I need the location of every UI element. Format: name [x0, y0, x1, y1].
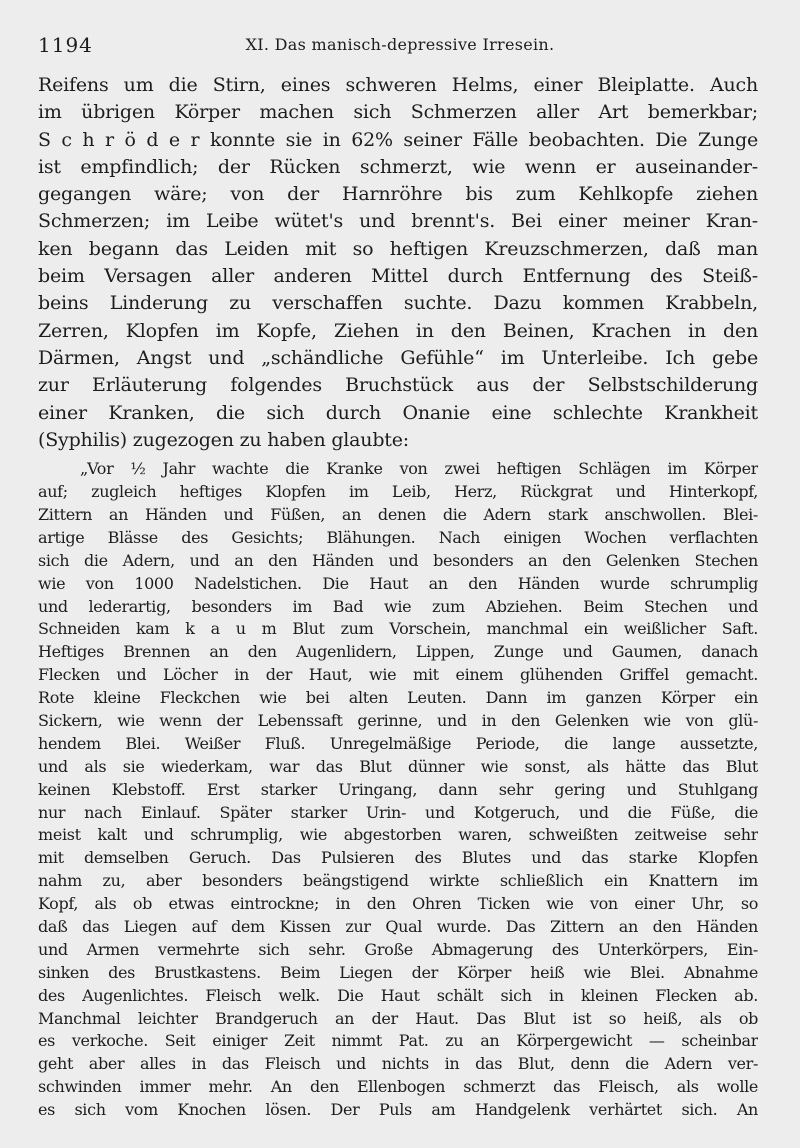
text-line: nur nach Einlauf. Später starker Urin- und Kotgeruch, und die Füße, die — [38, 802, 758, 822]
text-line: und Armen vermehrte sich sehr. Große Abmagerung des Unterkörpers, Ein- — [38, 939, 758, 959]
text-line: des Augenlichtes. Fleisch welk. Die Haut schält sich in kleinen Flecken ab. — [38, 985, 758, 1005]
text-line: Schneiden kam k a u m Blut zum Vorschein, manchmal ein weißlicher Saft. — [38, 619, 758, 639]
text-line: Flecken und Löcher in der Haut, wie mit einem glühenden Griffel gemacht. — [38, 665, 758, 685]
text-line: beins Linderung zu verschaffen suchte. Dazu kommen Krabbeln, — [38, 292, 758, 315]
text-line: daß das Liegen auf dem Kissen zur Qual wurde. Das Zittern an den Händen — [38, 916, 758, 936]
text-line: artige Blässe des Gesichts; Blähungen. Nach einigen Wochen verflachten — [38, 527, 758, 547]
text-line: beim Versagen aller anderen Mittel durch Entfernung des Steiß- — [38, 265, 758, 288]
body-text — [38, 72, 758, 1122]
text-line: ist empfindlich; der Rücken schmerzt, wie wenn er auseinander- — [38, 155, 758, 178]
text-line: sinken des Brustkastens. Beim Liegen der Körper heiß wie Blei. Abnahme — [38, 962, 758, 982]
text-line: es sich vom Knochen lösen. Der Puls am Handgelenk verhärtet sich. An — [38, 1100, 758, 1120]
page-number: 1194 — [38, 33, 93, 57]
text-line: gegangen wäre; von der Harnröhre bis zum Kehlkopfe ziehen — [38, 183, 758, 206]
text-line: mit demselben Geruch. Das Pulsieren des Blutes und das starke Klopfen — [38, 848, 758, 868]
text-line: Reifens um die Stirn, eines schweren Helms, einer Bleiplatte. Auch — [38, 74, 758, 96]
text-line: Schmerzen; im Leibe wütet's und brennt's. Bei einer meiner Kran- — [38, 210, 758, 233]
text-line: meist kalt und schrumplig, wie abgestorben waren, schweißten zeitweise sehr — [38, 825, 758, 845]
text-line: Zittern an Händen und Füßen, an denen die Adern stark anschwollen. Blei- — [38, 504, 758, 524]
page-header — [38, 33, 762, 59]
text-line: (Syphilis) zugezogen zu haben glaubte: — [38, 428, 409, 451]
text-line: nahm zu, aber besonders beängstigend wirkte schließlich ein Knattern im — [38, 871, 758, 891]
quoted-self-report — [38, 458, 758, 1122]
text-line: keinen Klebstoff. Erst starker Uringang, dann sehr gering und Stuhlgang — [38, 779, 758, 799]
text-line: Sickern, wie wenn der Lebenssaft gerinne, und in den Gelenken wie von glü- — [38, 710, 758, 730]
text-line: Manchmal leichter Brandgeruch an der Haut. Das Blut ist so heiß, als ob — [38, 1008, 758, 1028]
text-line: Rote kleine Fleckchen wie bei alten Leuten. Dann im ganzen Körper ein — [38, 688, 758, 708]
text-line: im übrigen Körper machen sich Schmerzen aller Art bemerkbar; — [38, 101, 758, 124]
text-line: Heftiges Brennen an den Augenlidern, Lippen, Zunge und Gaumen, danach — [38, 642, 758, 662]
text-line: sich die Adern, und an den Händen und besonders an den Gelenken Stechen — [38, 550, 758, 570]
text-line: zur Erläuterung folgendes Bruchstück aus der Selbstschilderung — [38, 374, 758, 397]
running-head: XI. Das manisch-depressive Irresein. — [245, 35, 555, 54]
text-line: wie von 1000 Nadelstichen. Die Haut an den Händen wurde schrumplig — [38, 573, 758, 593]
text-line: schwinden immer mehr. An den Ellenbogen schmerzt das Fleisch, als wolle — [38, 1077, 758, 1097]
text-line: Zerren, Klopfen im Kopfe, Ziehen in den Beinen, Krachen in den — [38, 319, 758, 342]
text-line: Därmen, Angst und „schändliche Gefühle“ im Unterleibe. Ich gebe — [38, 346, 758, 369]
text-line: einer Kranken, die sich durch Onanie eine schlechte Krankheit — [38, 401, 758, 424]
main-paragraph — [38, 72, 758, 454]
text-line: hendem Blei. Weißer Fluß. Unregelmäßige Periode, die lange aussetzte, — [38, 733, 758, 753]
text-line: geht aber alles in das Fleisch und nichts in das Blut, denn die Adern ver- — [38, 1054, 758, 1074]
text-line: und lederartig, besonders im Bad wie zum Abziehen. Beim Stechen und — [38, 596, 758, 616]
text-line: ken begann das Leiden mit so heftigen Kreuzschmerzen, daß man — [38, 237, 758, 260]
text-line: auf; zugleich heftiges Klopfen im Leib, Herz, Rückgrat und Hinterkopf, — [38, 482, 758, 502]
text-line: es verkoche. Seit einiger Zeit nimmt Pat. zu an Körpergewicht — scheinbar — [38, 1031, 758, 1051]
text-line: und als sie wiederkam, war das Blut dünner wie sonst, als hätte das Blut — [38, 756, 758, 776]
text-line: „Vor ½ Jahr wachte die Kranke von zwei heftigen Schlägen im Körper — [80, 459, 758, 479]
text-line: S c h r ö d e r konnte sie in 62% seiner Fälle beobachten. Die Zunge — [38, 128, 758, 151]
text-line: Kopf, als ob etwas eintrockne; in den Ohren Ticken wie von einer Uhr, so — [38, 894, 758, 914]
